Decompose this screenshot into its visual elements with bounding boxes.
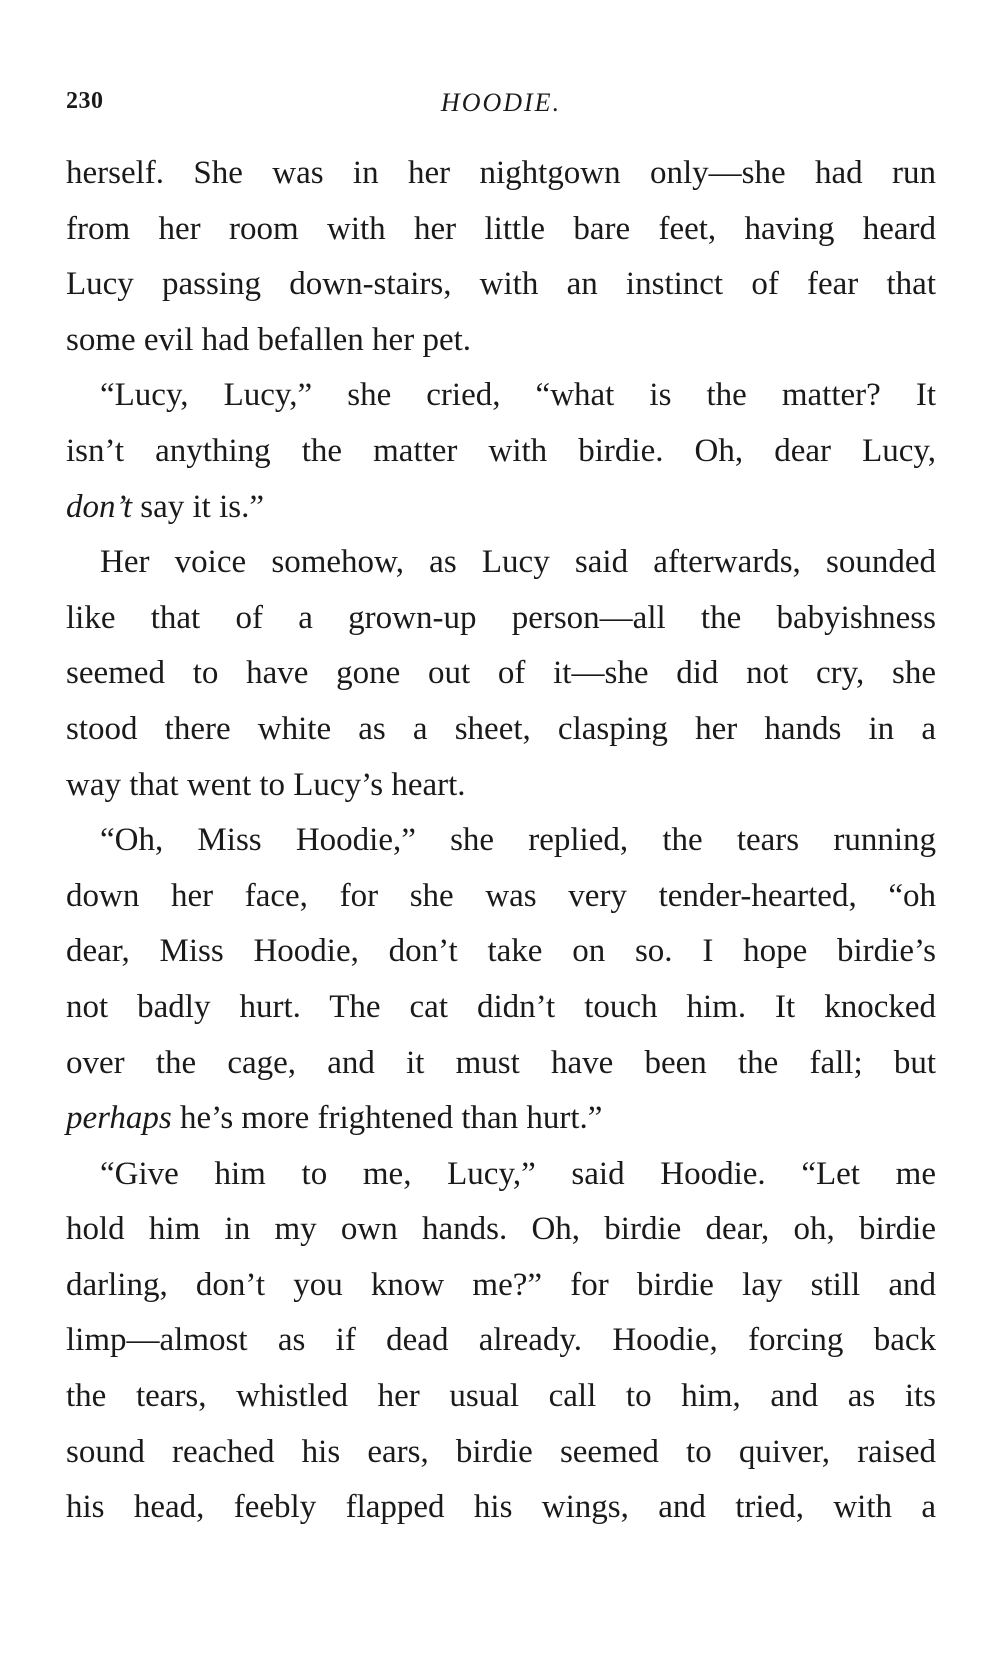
text-line (66, 1202, 936, 1258)
italic-word: perhaps (66, 1100, 172, 1137)
text-line (66, 591, 936, 647)
line-text: seemed to have gone out of it—she did not cry, she (66, 655, 936, 692)
line-text: herself. She was in her nightgown only—she had run (66, 155, 936, 191)
text-line (66, 813, 936, 869)
text-line (66, 257, 936, 313)
line-text: hold him in my own hands. Oh, birdie dear, oh, birdie (66, 1211, 936, 1248)
text-line (66, 1147, 936, 1203)
text-line (66, 1480, 936, 1536)
line-text: like that of a grown-up person—all the babyishness (66, 599, 936, 636)
line-text: dear, Miss Hoodie, don’t take on so. I hope birdie’s (66, 933, 936, 970)
text-line (66, 1091, 936, 1147)
line-text: from her room with her little bare feet, having heard (66, 210, 936, 247)
text-line (66, 202, 936, 258)
running-head: HOODIE. (440, 88, 562, 117)
line-text: say it is.” (132, 488, 264, 525)
line-text: his head, feebly flapped his wings, and tried, with a (66, 1489, 936, 1526)
text-line (66, 869, 936, 925)
text-line (66, 1313, 936, 1369)
line-text: stood there white as a sheet, clasping her hands in a (66, 710, 936, 747)
line-text: limp—almost as if dead already. Hoodie, forcing back (66, 1322, 936, 1359)
text-line (66, 1258, 936, 1314)
line-text: “Give him to me, Lucy,” said Hoodie. “Let me (100, 1155, 936, 1192)
text-line (66, 535, 936, 591)
text-line (66, 146, 936, 202)
text-line (66, 924, 936, 980)
text-line (66, 368, 936, 424)
text-line (66, 1425, 936, 1481)
line-text: isn’t anything the matter with birdie. Oh, dear Lucy, (66, 432, 936, 469)
line-text: he’s more frightened than hurt.” (171, 1100, 603, 1137)
text-line (66, 1369, 936, 1425)
line-text: over the cage, and it must have been the fall; but (66, 1044, 936, 1081)
page-number: 230 (66, 88, 104, 114)
line-text: “Lucy, Lucy,” she cried, “what is the matter? It (100, 377, 936, 414)
text-line (66, 313, 936, 369)
line-text: Her voice somehow, as Lucy said afterwards, sounded (100, 544, 936, 581)
line-text: the tears, whistled her usual call to him, and as its (66, 1378, 936, 1415)
line-text: “Oh, Miss Hoodie,” she replied, the tears running (100, 822, 936, 859)
page-header (66, 88, 936, 128)
line-text: not badly hurt. The cat didn’t touch him. It knocked (66, 988, 936, 1025)
text-line (66, 758, 936, 814)
line-text: sound reached his ears, birdie seemed to quiver, raised (66, 1433, 936, 1470)
line-text: some evil had befallen her pet. (66, 321, 472, 358)
text-line (66, 702, 936, 758)
text-line (66, 424, 936, 480)
text-line (66, 480, 936, 536)
line-text: Lucy passing down-stairs, with an instinct of fear that (66, 266, 936, 303)
body-text (66, 146, 936, 1536)
line-text: way that went to Lucy’s heart. (66, 766, 466, 803)
text-line (66, 646, 936, 702)
text-line (66, 1036, 936, 1092)
line-text: darling, don’t you know me?” for birdie lay still and (66, 1266, 936, 1303)
italic-word: don’t (66, 488, 132, 525)
text-line (66, 980, 936, 1036)
line-text: down her face, for she was very tender-hearted, “oh (66, 877, 936, 914)
